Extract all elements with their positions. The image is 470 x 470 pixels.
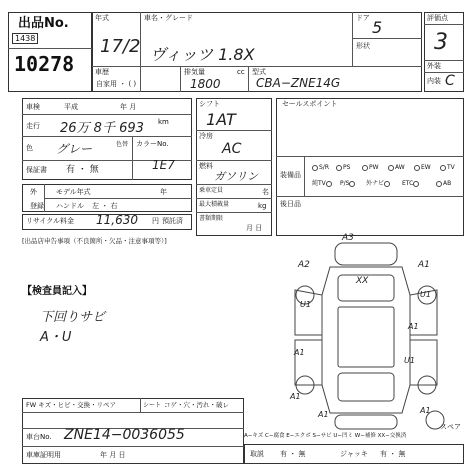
lot-label: 出品No. [18, 16, 69, 31]
interior-value: C [445, 73, 455, 89]
spare-label: スペア [440, 423, 461, 431]
lot-number: 10278 [14, 52, 75, 76]
inspection-era: 平成 [64, 103, 78, 111]
inspection-ym: 年 月 [120, 103, 137, 111]
equip-sr: S/R [312, 164, 329, 172]
equip-navi: 外ナビ [366, 180, 391, 188]
shift-value: 1AT [206, 110, 236, 129]
colorno-value: 1E7 [152, 158, 175, 172]
model-year-unit: 年 [160, 188, 167, 196]
cert-unit: 年 月 日 [100, 451, 126, 459]
steering-options: 左 ・ 右 [92, 202, 118, 210]
equip-aw: AW [388, 164, 405, 172]
sales-point-label: セールスポイント [282, 100, 338, 108]
inspector-line1: 下回りサビ [40, 310, 106, 325]
mark-a1-low3: A1 [420, 406, 431, 415]
fw-options: FW キズ・ヒビ・交換・リペア [26, 401, 116, 409]
displacement-label: 排気量 [184, 68, 205, 76]
interior-label: 内装 [427, 77, 441, 85]
displacement-value: 1800 [190, 77, 221, 91]
steering-label: ハンドル [56, 202, 84, 210]
ac-label: 冷房 [199, 132, 213, 140]
frame-value: ZNE14−0036055 [64, 427, 185, 443]
capacity-unit: 名 [262, 188, 269, 196]
equip-ps2: P/S [340, 180, 356, 188]
load-unit: kg [258, 202, 267, 210]
equip-pw: PW [362, 164, 379, 172]
type-value: CBA−ZNE14G [256, 76, 341, 90]
outer-label: 外 [30, 188, 37, 196]
mark-a2: A2 [298, 260, 310, 270]
model-label: 車名・グレード [144, 14, 193, 22]
manual-options: 有 ・ 無 [280, 450, 306, 458]
recycle-unit: 円 [152, 217, 159, 225]
equip-ps: PS [336, 164, 350, 172]
score-value: 3 [434, 30, 448, 55]
seat-options: コゲ・穴・汚れ・破レ [164, 401, 229, 409]
fuel-value: ガソリン [214, 170, 258, 183]
deadline-label: 書類期限 [199, 215, 224, 222]
mark-a3: A3 [342, 233, 354, 243]
recycle-label: リサイクル料金 [26, 217, 75, 225]
type-label: 型式 [252, 68, 266, 76]
recycle-status: 預託済 [162, 217, 183, 225]
doors-value: 5 [372, 18, 383, 37]
manual-label: 取説 [250, 450, 264, 458]
registration-label: 登録 [30, 202, 44, 210]
displacement-unit: cc [237, 68, 245, 76]
frame-label: 車台No. [26, 433, 52, 441]
equip-ew: EW [414, 164, 431, 172]
equipment-label: 装備品 [280, 171, 301, 179]
jack-options: 有 ・ 無 [380, 450, 406, 458]
warranty-options: 有 ・ 無 [66, 165, 99, 175]
mark-a1-mid: A1 [408, 322, 419, 331]
mark-a1-left: A1 [294, 348, 305, 357]
doors-label: ドア [356, 14, 370, 22]
shift-label: シフト [199, 100, 220, 108]
inspector-line2: A・U [40, 330, 72, 345]
exterior-label: 外装 [427, 62, 441, 70]
equipment-notes-label: 後日品 [280, 200, 301, 208]
mark-a1-low1: A1 [290, 392, 301, 401]
equip-tv: TV [440, 164, 455, 172]
cert-label: 車庫証明用 [26, 451, 61, 459]
color-value: グレー [56, 142, 93, 156]
color-label: 色 [26, 144, 33, 152]
warranty-label: 保証書 [26, 166, 47, 174]
history-label: 車歴 [95, 68, 109, 76]
lot-sub: 1438 [12, 33, 38, 44]
mileage-label: 走行 [26, 122, 40, 130]
mark-a1-low2: A1 [318, 410, 329, 419]
score-label: 評価点 [427, 14, 448, 22]
seat-label: シート [143, 402, 162, 409]
inspector-title: 【検査員記入】 [22, 286, 92, 297]
mark-u1-right: U1 [420, 290, 431, 299]
mark-u1-low: U1 [404, 356, 415, 365]
mark-u1-left: U1 [300, 300, 311, 309]
ac-value: AC [222, 141, 242, 157]
model-value: ヴィッツ 1.8X [150, 45, 255, 64]
inspection-label: 車検 [26, 103, 40, 111]
equip-jtv: 純TV [312, 180, 333, 188]
equip-etc: ETC [402, 180, 420, 188]
recycle-value: 11,630 [96, 213, 138, 227]
fuel-label: 燃料 [199, 162, 213, 170]
colorno-label: カラーNo. [136, 140, 169, 148]
shape-label: 形状 [356, 42, 370, 50]
mark-a1-top: A1 [418, 260, 430, 270]
diagram-legend: A−キズ C−腐食 E−エクボ S−サビ U−凹ミ W−補修 XX−交換済 [244, 433, 407, 439]
mark-xx: XX [356, 276, 369, 286]
year-value: 17/2 [100, 36, 141, 57]
color-sub: 色替 [116, 141, 129, 148]
notice-text: [出品店申告事項（不良箇所・欠品・注意事項等）] [22, 237, 167, 245]
load-label: 最大積載量 [199, 201, 230, 208]
mileage-unit: km [158, 118, 169, 126]
jack-label: ジャッキ [340, 450, 368, 458]
deadline-unit: 月 日 [246, 224, 263, 232]
mileage-value: 26万 8千 693 [60, 121, 144, 136]
equip-ab: AB [436, 180, 451, 188]
history-options: 自家用 ・ ( ) [96, 80, 137, 88]
capacity-label: 乗車定員 [199, 187, 224, 194]
model-year-label: モデル年式 [56, 188, 91, 196]
year-label: 年式 [95, 14, 109, 22]
